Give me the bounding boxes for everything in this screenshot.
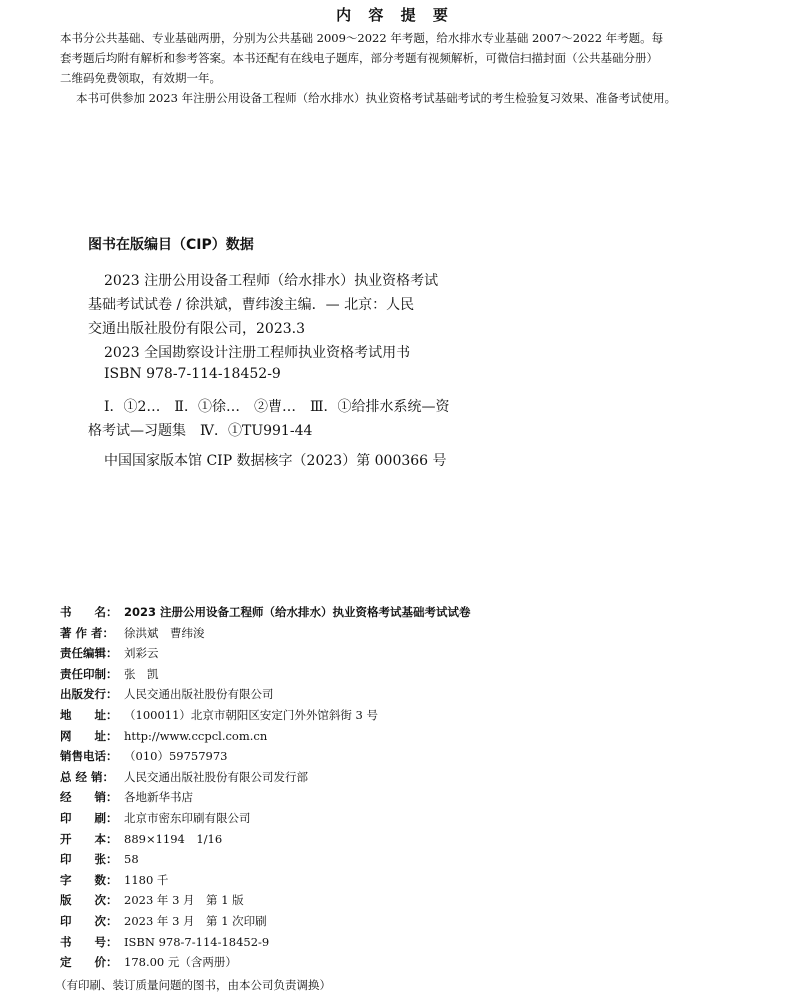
book-info-row	[60, 851, 139, 869]
book-info-value: （100011）北京市朝阳区安定门外外馆斜街 3 号	[124, 708, 379, 722]
book-info-label: 总 经 销：	[60, 769, 115, 784]
book-info-row	[60, 872, 168, 890]
summary-line-3: 二维码免费领取，有效期一年。	[60, 71, 221, 85]
cip-line-2: 基础考试试卷 / 徐洪斌，曹纬浚主编．— 北京：人民	[88, 297, 415, 313]
book-info-value: 刘彩云	[124, 646, 159, 661]
book-info-label: 书 号：	[60, 934, 118, 949]
book-info-label: 印 次：	[60, 914, 118, 928]
book-info-value: 58	[124, 852, 139, 867]
book-info-value: 张 凯	[124, 666, 159, 681]
book-info-label: 著 作 者：	[60, 625, 115, 640]
cip-line-7: 格考试—习题集 Ⅳ．①TU991-44	[88, 423, 313, 439]
book-info-value: http://www.ccpcl.com.cn	[124, 728, 268, 743]
book-info-row	[60, 728, 267, 746]
cip-line-4: 2023 全国勘察设计注册工程师执业资格考试用书	[104, 345, 411, 361]
book-info-label: 销售电话：	[60, 749, 118, 764]
footnote: （有印刷、装订质量问题的图书，由本公司负责调换）	[55, 978, 331, 992]
cip-line-1: 2023 注册公用设备工程师（给水排水）执业资格考试	[104, 273, 439, 289]
book-info-value: 各地新华书店	[124, 790, 193, 805]
book-info-row	[60, 707, 378, 725]
summary-title: 内 容 提 要	[336, 6, 454, 24]
book-info-label: 定 价：	[60, 955, 118, 970]
summary-line-4: 本书可供参加 2023 年注册公用设备工程师（给水排水）执业资格考试基础考试的考生检验复习效果、准备考试使用。	[76, 91, 677, 105]
book-info-label: 书 名：	[60, 605, 118, 619]
book-info-row	[60, 748, 227, 766]
cip-heading: 图书在版编目（CIP）数据	[88, 237, 254, 253]
book-info-value: 2023 年 3 月 第 1 次印刷	[124, 914, 267, 928]
book-info-row	[60, 625, 205, 643]
cip-line-8: 中国国家版本馆 CIP 数据核字（2023）第 000366 号	[104, 453, 447, 469]
book-info-row	[60, 954, 237, 972]
book-info-value: 北京市密东印刷有限公司	[124, 811, 251, 825]
book-info-label: 字 数：	[60, 872, 118, 887]
book-info-value: （010）59757973	[124, 749, 228, 764]
book-info-label: 经 销：	[60, 790, 118, 805]
book-info-value: 889×1194 1/16	[124, 831, 223, 846]
book-info-value: 2023 注册公用设备工程师（给水排水）执业资格考试基础考试试卷	[124, 605, 471, 619]
book-info-label: 版 次：	[60, 893, 118, 908]
book-info-row	[60, 892, 244, 910]
book-info-label: 责任编辑：	[60, 646, 118, 661]
cip-line-3: 交通出版社股份有限公司，2023.3	[88, 321, 305, 337]
book-info-row	[60, 666, 159, 684]
book-info-value: 徐洪斌 曹纬浚	[124, 625, 205, 640]
book-info-value: 人民交通出版社股份有限公司发行部	[124, 769, 308, 784]
book-info-value: 1180 千	[124, 872, 169, 887]
book-info-row	[60, 934, 269, 952]
book-info-value: ISBN 978-7-114-18452-9	[124, 934, 270, 949]
summary-line-1: 本书分公共基础、专业基础两册，分别为公共基础 2009～2022 年考题，给水排水专业基础 2007～2022 年考题。每	[60, 31, 664, 45]
summary-line-2: 套考题后均附有解析和参考答案。本书还配有在线电子题库，部分考题有视频解析，可微信扫描封面（公共基础分册）	[60, 51, 658, 65]
book-info-value: 人民交通出版社股份有限公司	[124, 687, 274, 702]
book-info-row	[60, 810, 251, 828]
book-info-row	[60, 604, 471, 622]
book-info-label: 地 址：	[60, 708, 118, 722]
cip-line-5: ISBN 978-7-114-18452-9	[104, 366, 281, 382]
book-info-row	[60, 789, 193, 807]
book-info-label: 印 张：	[60, 852, 118, 867]
book-info-row	[60, 913, 267, 931]
book-info-label: 责任印制：	[60, 666, 118, 681]
book-info-label: 印 刷：	[60, 811, 118, 825]
book-info-row	[60, 686, 274, 704]
book-info-value: 178.00 元（含两册）	[124, 955, 237, 970]
book-info-value: 2023 年 3 月 第 1 版	[124, 893, 244, 908]
book-info-row	[60, 645, 159, 663]
book-info-row	[60, 769, 308, 787]
cip-line-6: Ⅰ．①2… Ⅱ．①徐… ②曹… Ⅲ．①给排水系统—资	[104, 399, 450, 415]
book-info-label: 网 址：	[60, 728, 118, 743]
book-info-label: 开 本：	[60, 831, 118, 846]
book-info-row	[60, 831, 222, 849]
book-info-label: 出版发行：	[60, 687, 118, 702]
